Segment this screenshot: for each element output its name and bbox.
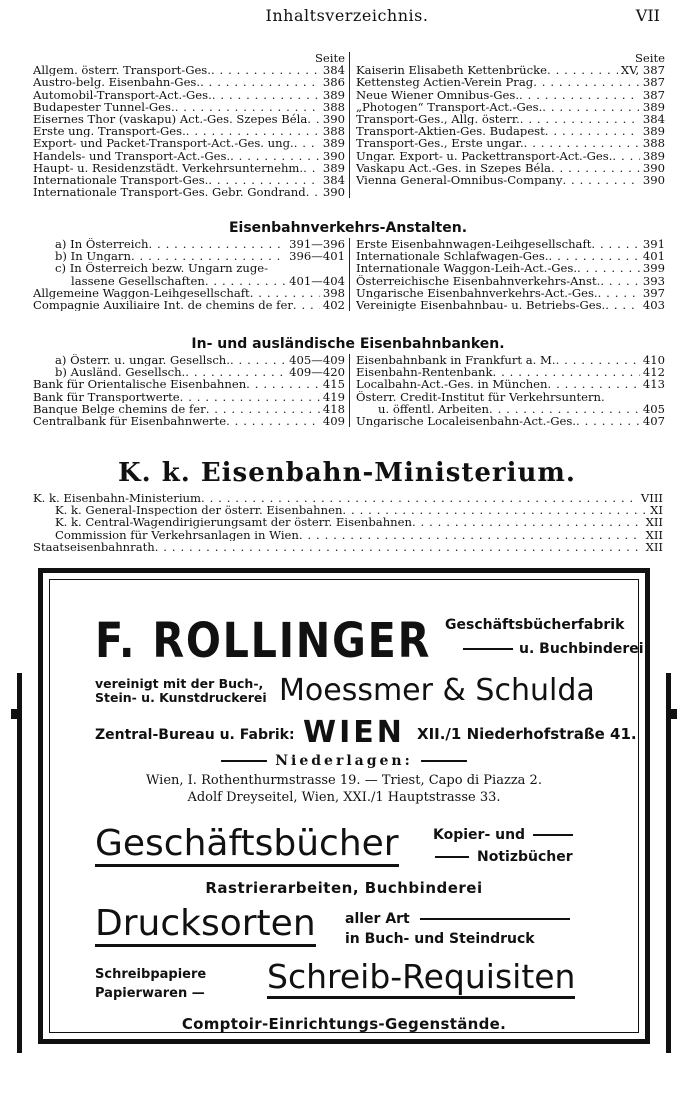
- toc-entry: [356, 275, 665, 287]
- seite-label-right: Seite: [634, 51, 665, 65]
- toc-entry-title: a) Österr. u. ungar. Gesellsch.: [55, 354, 230, 367]
- dot-leader: [186, 125, 320, 137]
- toc-entry-page: XV, 387: [620, 64, 665, 77]
- toc-entry-page: 389: [322, 161, 345, 174]
- toc-entry: [356, 378, 665, 390]
- page-title: Inhaltsverzeichnis.: [265, 6, 429, 25]
- toc-entry-title: lassene Gesellschaften: [71, 274, 205, 287]
- toc-transport: [33, 52, 663, 198]
- toc-entry: [33, 64, 345, 76]
- toc-entry: [33, 354, 345, 366]
- dot-leader: [230, 150, 320, 162]
- toc-entry-page: 390: [322, 112, 345, 126]
- toc-entry-page: 412: [642, 366, 665, 379]
- toc-entry-page: 409: [322, 414, 345, 428]
- toc-entry-page: 384: [642, 112, 665, 126]
- toc-entry-page: 410: [642, 354, 665, 367]
- toc-entry: [356, 403, 665, 415]
- toc-entry: [356, 76, 665, 88]
- toc-entry-title: Bank für Orientalische Eisenbahnen: [33, 378, 247, 391]
- dot-leader: [533, 76, 640, 88]
- business-line-2: [463, 641, 644, 657]
- toc-entry-title: Centralbank für Eisenbahnwerte: [33, 414, 227, 428]
- toc-entry-title: Export- und Packet-Transport-Act.-Ges. ung.: [33, 137, 294, 150]
- toc-entry-page: 390: [642, 173, 665, 187]
- toc-entry-page: 413: [642, 378, 665, 391]
- toc-entry-title: Ungar. Export- u. Packettransport-Act.-Ges.: [356, 149, 613, 162]
- toc-entry-title: u. öffentl. Arbeiten: [378, 402, 490, 415]
- vereinigt-line-2: Stein- u. Kunstdruckerei: [95, 690, 267, 705]
- toc-entry-title: Haupt- u. Residenzstädt. Verkehrsunternehm.: [33, 161, 304, 174]
- toc-section2-right: [349, 238, 665, 311]
- dot-leader: [303, 162, 320, 174]
- dot-leader: [211, 64, 320, 76]
- toc-entry-title: Commission für Verkehrsanlagen in Wien: [55, 528, 299, 541]
- dot-leader: [556, 354, 640, 366]
- ad-left-bar: [17, 673, 22, 1053]
- dot-leader: [342, 504, 647, 516]
- kopier-line-1-text: Kopier- und: [433, 827, 526, 843]
- dot-leader: [542, 101, 640, 113]
- toc-entry-title: Kaiserin Elisabeth Kettenbrücke: [356, 64, 547, 77]
- comptoir-line: Comptoir-Einrichtungs-Gegenstände.: [181, 1015, 507, 1033]
- toc-entry-page: 389: [642, 149, 665, 162]
- toc-entry: [33, 275, 345, 287]
- dot-leader: [175, 101, 320, 113]
- dot-leader: [520, 113, 640, 125]
- toc-entry-title: Compagnie Auxiliaire Int. de chemins de fer: [33, 298, 293, 312]
- toc-entry: [356, 150, 665, 162]
- toc-entry-page: 388: [322, 100, 345, 113]
- toc-entry-page: XI: [650, 504, 663, 517]
- toc-entry: [33, 137, 345, 149]
- toc-entry-page: 391—396: [289, 238, 345, 251]
- toc-entry-title: Transport-Ges., Allg. österr.: [356, 112, 520, 126]
- dot-leader: [299, 529, 643, 541]
- toc-entry: [33, 378, 345, 390]
- dot-leader: [547, 64, 618, 76]
- toc-entry-title: Internationale Transport-Ges.: [33, 173, 209, 187]
- dot-leader: [246, 378, 320, 390]
- dot-leader: [519, 89, 640, 101]
- toc-entry-title: Automobil-Transport-Act.-Ges.: [33, 88, 212, 101]
- toc-entry-title: Vereinigte Eisenbahnbau- u. Betriebs-Ges.: [356, 298, 606, 312]
- toc-entry: [356, 299, 665, 311]
- toc-entry-page: XII: [645, 528, 663, 541]
- toc-entry: [33, 504, 663, 516]
- toc-entry-title: Vienna General-Omnibus-Company: [356, 173, 563, 187]
- toc-entry: [356, 113, 665, 125]
- business-line-1: Geschäftsbücherfabrik: [445, 617, 625, 633]
- toc-entry-page: 389: [322, 137, 345, 150]
- toc-entry-page: 399: [642, 262, 665, 275]
- toc-entry-title: Erste Eisenbahnwagen-Leihgesellschaft: [356, 238, 592, 251]
- toc-entry-page: XII: [645, 540, 663, 553]
- dot-leader: [524, 137, 640, 149]
- ad-left-square: [11, 709, 21, 719]
- toc-entry: [33, 101, 345, 113]
- toc-entry-title: „Photogen“ Transport-Act.-Ges.: [356, 100, 543, 113]
- toc-section3-left: [33, 354, 349, 427]
- toc-entry: [33, 113, 345, 125]
- dot-leader: [208, 174, 320, 186]
- toc-section-eisenbahnbanken: [33, 334, 663, 427]
- toc-entry-title: c) In Österreich bezw. Ungarn zuge-: [55, 262, 269, 275]
- niederlagen-heading: [43, 753, 645, 769]
- toc-entry-title: Österr. Credit-Institut für Verkehrsuntern.: [356, 390, 605, 403]
- toc-entry-title: K. k. Central-Wagendirigierungsamt der österr. Eisenbahnen: [55, 516, 412, 529]
- toc-entry-page: 418: [322, 402, 345, 415]
- toc-entry-page: 407: [642, 414, 665, 428]
- rule: [435, 856, 469, 858]
- kopier-line-1: [433, 827, 573, 843]
- rule: [221, 760, 267, 762]
- toc-entry-page: 387: [642, 88, 665, 101]
- toc-entry-page: 396—401: [289, 250, 345, 263]
- toc-entry: [33, 287, 345, 299]
- toc-entry: [356, 101, 665, 113]
- toc-entry: [33, 262, 345, 274]
- seite-label-left: Seite: [314, 51, 345, 65]
- toc-entry-page: 386: [322, 76, 345, 89]
- buch-steindruck-line: in Buch- und Steindruck: [345, 931, 535, 947]
- branch-addresses-2: Adolf Dreyseitel, Wien, XXI./1 Hauptstrasse 33.: [187, 790, 501, 805]
- rastrier-line: Rastrierarbeiten, Buchbinderei: [205, 879, 483, 897]
- vereinigt-text: [95, 677, 267, 705]
- dot-leader: [212, 89, 320, 101]
- branch-addresses-1: Wien, I. Rothenthurmstrasse 19. — Triest, Capo di Piazza 2.: [146, 773, 542, 788]
- toc-entry-page: 409—420: [289, 366, 345, 379]
- schreibpapiere-text: Schreibpapiere: [95, 967, 207, 982]
- toc-entry: [356, 137, 665, 149]
- toc-entry-title: Internationale Waggon-Leih-Act.-Ges.: [356, 262, 578, 275]
- toc-entry: [356, 125, 665, 137]
- dot-leader: [250, 287, 320, 299]
- dot-leader: [562, 174, 639, 186]
- toc-entry: [33, 529, 663, 541]
- toc-entry-page: 384: [322, 173, 345, 187]
- toc-entry: [33, 174, 345, 186]
- toc-entry-page: 387: [642, 76, 665, 89]
- toc-entry-page: 397: [642, 286, 665, 299]
- dot-leader: [598, 287, 640, 299]
- toc-entry: [356, 354, 665, 366]
- toc-entry-title: Ungarische Localeisenbahn-Act.-Ges.: [356, 414, 576, 428]
- toc-entry-page: 390: [322, 186, 345, 199]
- toc-entry: [33, 162, 345, 174]
- toc-entry-page: 391: [642, 238, 665, 251]
- page-header: [0, 6, 694, 30]
- city-name: WIEN: [303, 715, 405, 750]
- dot-leader: [294, 137, 320, 149]
- section-heading: Eisenbahnverkehrs-Anstalten.: [228, 220, 468, 236]
- toc-entry: [356, 89, 665, 101]
- dot-leader: [201, 492, 638, 504]
- ad-right-square: [667, 709, 677, 719]
- toc-entry-page: 402: [322, 298, 345, 312]
- main-address: XII./1 Niederhofstraße 41.: [417, 725, 637, 743]
- aller-art-text: aller Art: [345, 911, 410, 927]
- toc-entry: [33, 299, 345, 311]
- toc-section-eisenbahnverkehr: [33, 218, 663, 311]
- dot-leader: [549, 250, 640, 262]
- toc-entry-page: 388: [642, 137, 665, 150]
- dot-leader: [493, 366, 640, 378]
- toc-entry-title: b) In Ungarn: [55, 250, 131, 263]
- toc-entry-title: Allgemeine Waggon-Leihgesellschaft: [33, 286, 250, 299]
- rule: [420, 918, 570, 920]
- zentral-bureau-label: Zentral-Bureau u. Fabrik:: [95, 727, 295, 743]
- toc-entry: [33, 366, 345, 378]
- toc-entry: [356, 262, 665, 274]
- toc-entry-page: XII: [645, 516, 663, 529]
- toc-entry-page: VIII: [640, 492, 663, 505]
- toc-entry-title: Eisernes Thor (vaskapu) Act.-Ges. Szepes Béla: [33, 112, 308, 126]
- company-name: F. ROLLINGER: [95, 613, 432, 669]
- dot-leader: [206, 403, 320, 415]
- page-number: VII: [635, 6, 660, 25]
- toc-entry-title: Internationale Transport-Ges. Gebr. Gondrand: [33, 186, 306, 199]
- toc-entry-title: b) Ausländ. Gesellsch.: [55, 366, 186, 379]
- toc-entry-title: Allgem. österr. Transport-Ges.: [33, 64, 211, 77]
- dot-leader: [545, 125, 640, 137]
- schreib-requisiten-heading: Schreib-Requisiten: [267, 957, 575, 999]
- toc-entry: [33, 492, 663, 504]
- toc-entry: [33, 125, 345, 137]
- toc-entry-page: 405—409: [289, 354, 345, 367]
- toc-entry-page: 415: [322, 378, 345, 391]
- dot-leader: [576, 415, 640, 427]
- dot-leader: [600, 275, 640, 287]
- toc-transport-right: [349, 52, 665, 198]
- toc-entry: [33, 186, 345, 198]
- toc-entry: [356, 366, 665, 378]
- dot-leader: [205, 275, 286, 287]
- rule: [463, 648, 513, 650]
- business-line-2-text: u. Buchbinderei: [519, 641, 644, 657]
- dot-leader: [293, 299, 320, 311]
- toc-entry: [33, 238, 345, 250]
- dot-leader: [226, 415, 320, 427]
- toc-entry-title: K. k. General-Inspection der österr. Eisenbahnen: [55, 504, 343, 517]
- toc-entry-title: Eisenbahnbank in Frankfurt a. M.: [356, 354, 556, 367]
- toc-entry-title: Neue Wiener Omnibus-Ges.: [356, 88, 520, 101]
- toc-entry-title: Internationale Schlafwagen-Ges.: [356, 250, 549, 263]
- toc-entry-title: Eisenbahn-Rentenbank: [356, 366, 493, 379]
- niederlagen-text: Niederlagen:: [275, 753, 413, 769]
- ministerium-heading: K. k. Eisenbahn-Ministerium.: [118, 458, 576, 488]
- toc-entry-page: 388: [322, 125, 345, 138]
- dot-leader: [180, 391, 320, 403]
- toc-entry-title: Transport-Ges., Erste ungar.: [356, 137, 524, 150]
- dot-leader: [148, 238, 286, 250]
- toc-entry: [33, 391, 345, 403]
- toc-entry-title: a) In Österreich: [55, 238, 149, 251]
- dot-leader: [230, 354, 286, 366]
- vereinigt-line-1: vereinigt mit der Buch-,: [95, 676, 264, 691]
- toc-entry: [356, 174, 665, 186]
- toc-entry-title: Österreichische Eisenbahnverkehrs-Anst.: [356, 274, 601, 287]
- toc-entry-page: 389: [642, 125, 665, 138]
- dot-leader: [155, 541, 643, 553]
- rule: [533, 834, 573, 836]
- toc-entry: [33, 250, 345, 262]
- toc-entry-title: Localbahn-Act.-Ges. in München: [356, 378, 548, 391]
- toc-entry: [356, 415, 665, 427]
- ad-right-bar: [666, 673, 671, 1053]
- toc-entry: [33, 415, 345, 427]
- toc-entry-page: 389: [322, 88, 345, 101]
- toc-entry-page: 393: [642, 274, 665, 287]
- dot-leader: [200, 76, 320, 88]
- toc-entry: [33, 150, 345, 162]
- toc-entry: [356, 238, 665, 250]
- papierwaren-text: Papierwaren —: [95, 986, 205, 1001]
- schreibpapiere-block: [95, 965, 206, 1003]
- kopier-line-2-text: Notizbücher: [477, 849, 573, 865]
- section-heading: In- und ausländische Eisenbahnbanken.: [191, 336, 505, 352]
- toc-entry-title: Banque Belge chemins de fer: [33, 402, 206, 415]
- toc-entry-page: 401—404: [289, 274, 345, 287]
- toc-entry-page: 384: [322, 64, 345, 77]
- toc-entry-title: Ungarische Eisenbahnverkehrs-Act.-Ges.: [356, 286, 598, 299]
- drucksorten-heading: Drucksorten: [95, 903, 316, 947]
- toc-entry: [33, 516, 663, 528]
- toc-entry-title: Budapester Tunnel-Ges.: [33, 100, 175, 113]
- toc-entry-page: 419: [322, 390, 345, 403]
- dot-leader: [307, 113, 320, 125]
- dot-leader: [131, 250, 286, 262]
- dot-leader: [577, 262, 640, 274]
- toc-entry-title: Transport-Aktien-Ges. Budapest: [356, 125, 545, 138]
- toc-entry-title: Erste ung. Transport-Ges.: [33, 125, 186, 138]
- dot-leader: [551, 162, 640, 174]
- dot-leader: [412, 516, 643, 528]
- dot-leader: [612, 150, 639, 162]
- toc-entry: [356, 391, 665, 403]
- dot-leader: [591, 238, 639, 250]
- toc-entry-title: K. k. Eisenbahn-Ministerium: [33, 492, 201, 505]
- toc-entry: [356, 162, 665, 174]
- toc-entry: [356, 250, 665, 262]
- toc-entry-title: Kettensteg Actien-Verein Prag: [356, 76, 534, 89]
- toc-entry-title: Vaskapu Act.-Ges. in Szepes Béla: [356, 161, 551, 174]
- aller-art-line: [345, 911, 570, 927]
- dot-leader: [548, 378, 640, 390]
- toc-entry: [33, 541, 663, 553]
- toc-entry-title: Staatseisenbahnrath: [33, 540, 155, 553]
- dot-leader: [306, 186, 320, 198]
- kopier-line-2: [435, 849, 573, 865]
- dot-leader: [185, 366, 286, 378]
- toc-entry-title: Bank für Transportwerte: [33, 390, 180, 403]
- geschaeftsbuecher-heading: Geschäftsbücher: [95, 823, 399, 867]
- toc-transport-left: [33, 52, 349, 198]
- toc-entry-title: Handels- und Transport-Act.-Ges.: [33, 149, 231, 162]
- toc-entry-page: 389: [642, 100, 665, 113]
- dot-leader: [489, 403, 640, 415]
- toc-entry-title: Austro-belg. Eisenbahn-Ges.: [33, 76, 201, 89]
- toc-section2-left: [33, 238, 349, 311]
- toc-entry: [33, 403, 345, 415]
- partner-name: Moessmer & Schulda: [279, 673, 595, 708]
- toc-entry-page: 398: [322, 286, 345, 299]
- advertisement: [38, 568, 650, 1044]
- toc-entry-page: 401: [642, 250, 665, 263]
- toc-entry-page: 403: [642, 298, 665, 312]
- toc-entry-page: 390: [322, 149, 345, 162]
- toc-entry: [356, 64, 665, 76]
- rule: [421, 760, 467, 762]
- toc-ministerium: [33, 492, 663, 553]
- toc-entry-page: 405: [642, 402, 665, 415]
- toc-entry-page: 390: [642, 161, 665, 174]
- toc-entry: [356, 287, 665, 299]
- toc-section3-right: [349, 354, 665, 427]
- dot-leader: [605, 299, 640, 311]
- toc-entry: [33, 76, 345, 88]
- toc-entry: [33, 89, 345, 101]
